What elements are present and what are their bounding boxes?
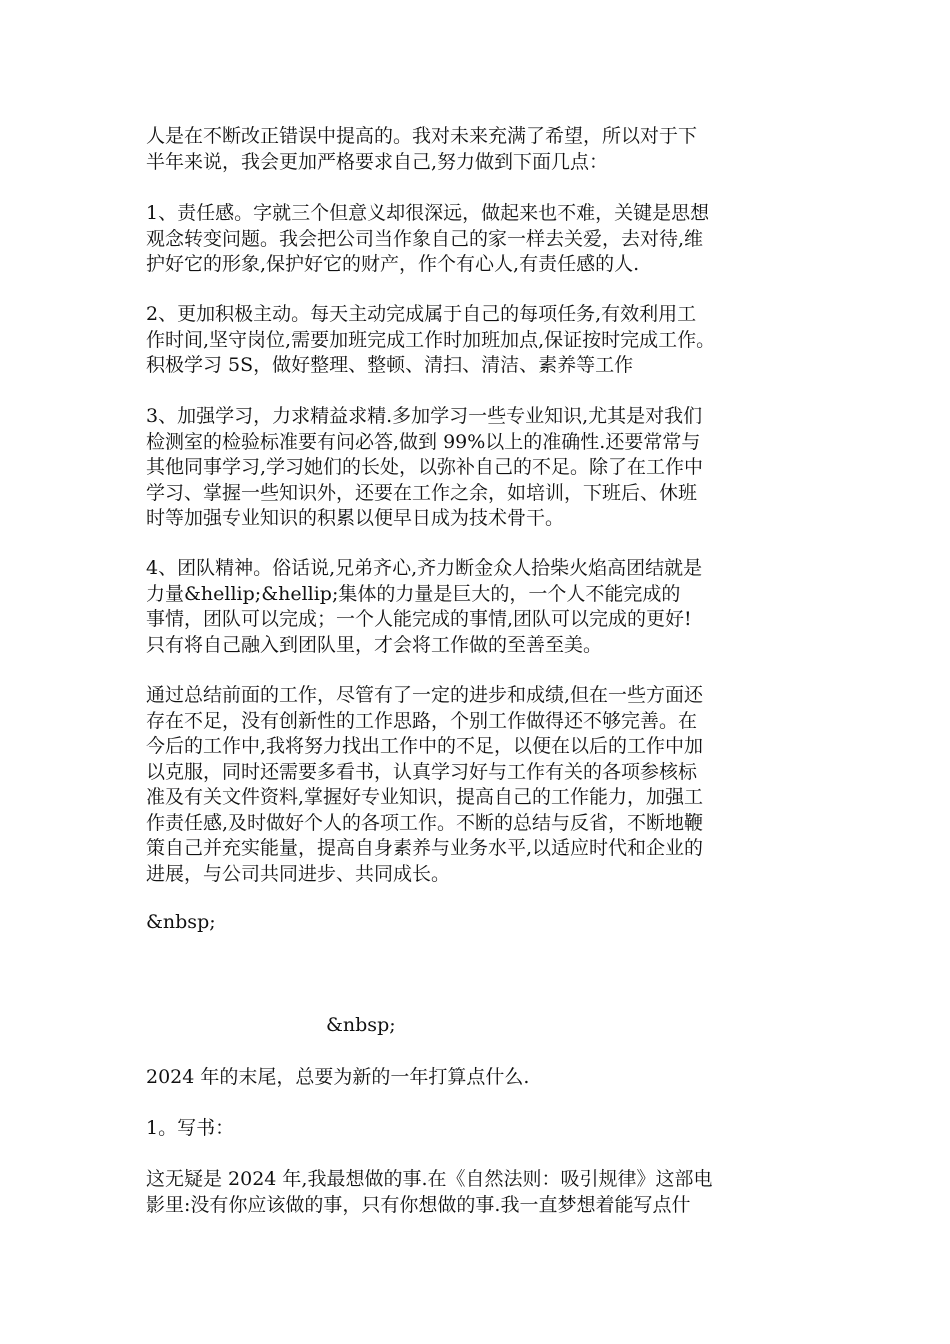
paragraph-responsibility	[146, 201, 818, 278]
text-line: 力量&hellip;&hellip;集体的力量是巨大的，一个人不能完成的	[146, 582, 681, 605]
text-line: 这无疑是 2024 年,我最想做的事.在《自然法则：吸引规律》这部电	[146, 1168, 713, 1190]
text-line: 检测室的检验标准要有问必答,做到 99%以上的准确性.还要常常与	[146, 430, 701, 453]
text-line: 观念转变问题。我会把公司当作象自己的家一样去关爱，去对待,维	[146, 227, 704, 250]
text-line: 时等加强专业知识的积累以便早日成为技术骨干。	[146, 507, 565, 529]
text-line: 2、更加积极主动。每天主动完成属于自己的每项任务,有效利用工	[146, 303, 697, 325]
text-line: 存在不足，没有创新性的工作思路，个别工作做得还不够完善。在	[146, 709, 698, 732]
text-line: 通过总结前面的工作，尽管有了一定的进步和成绩,但在一些方面还	[146, 684, 704, 706]
text-line: 4、团队精神。俗话说,兄弟齐心,齐力断金众人拾柴火焰高团结就是	[146, 557, 703, 579]
text-line: 2024 年的末尾，总要为新的一年打算点什么.	[146, 1066, 530, 1088]
text-line: 护好它的形象,保护好它的财产，作个有心人,有责任感的人.	[146, 253, 640, 275]
paragraph-summary	[146, 683, 818, 887]
text-line: 人是在不断改正错误中提高的。我对未来充满了希望，所以对于下	[146, 125, 698, 147]
text-line: 半年来说，我会更加严格要求自己,努力做到下面几点：	[146, 150, 609, 173]
text-line: 3、加强学习，力求精益求精.多加学习一些专业知识,尤其是对我们	[146, 405, 703, 427]
text-line: &nbsp;	[326, 1014, 396, 1036]
paragraph-teamwork	[146, 556, 818, 658]
text-line: 作责任感,及时做好个人的各项工作。不断的总结与反省，不断地鞭	[146, 811, 704, 834]
text-line: 1、责任感。字就三个但意义却很深远，做起来也不难，关键是思想	[146, 202, 710, 224]
text-line: 作时间,坚守岗位,需要加班完成工作时加班加点,保证按时完成工作。	[146, 328, 716, 351]
text-line: 积极学习 5S，做好整理、整顿、清扫、清洁、素养等工作	[146, 354, 634, 376]
nbsp-entity-text	[146, 910, 818, 936]
text-line: 以克服，同时还需要多看书，认真学习好与工作有关的各项参核标	[146, 760, 698, 783]
text-line: 事情，团队可以完成；一个人能完成的事情,团队可以完成的更好!	[146, 608, 692, 630]
text-line: &nbsp;	[146, 911, 216, 933]
paragraph-new-year	[146, 1065, 818, 1091]
text-line: 今后的工作中,我将努力找出工作中的不足，以便在以后的工作中加	[146, 735, 704, 757]
paragraph-intro	[146, 124, 818, 175]
paragraph-write-book-detail	[146, 1167, 818, 1218]
nbsp-entity-text-indented	[326, 1013, 950, 1039]
paragraph-initiative	[146, 302, 818, 379]
text-line: 只有将自己融入到团队里，才会将工作做的至善至美。	[146, 633, 603, 656]
paragraph-item-write-book	[146, 1116, 818, 1142]
paragraph-learning	[146, 404, 818, 532]
text-line: 学习、掌握一些知识外，还要在工作之余，如培训，下班后、休班	[146, 481, 698, 504]
text-line: 进展，与公司共同进步、共同成长。	[146, 862, 451, 885]
text-line: 策自己并充实能量，提高自身素养与业务水平,以适应时代和企业的	[146, 837, 704, 859]
text-line: 准及有关文件资料,掌握好专业知识，提高自己的工作能力，加强工	[146, 786, 704, 808]
text-line: 影里:没有你应该做的事，只有你想做的事.我一直梦想着能写点什	[146, 1193, 691, 1216]
text-line: 其他同事学习,学习她们的长处，以弥补自己的不足。除了在工作中	[146, 456, 704, 478]
text-line: 1。写书：	[146, 1117, 235, 1139]
